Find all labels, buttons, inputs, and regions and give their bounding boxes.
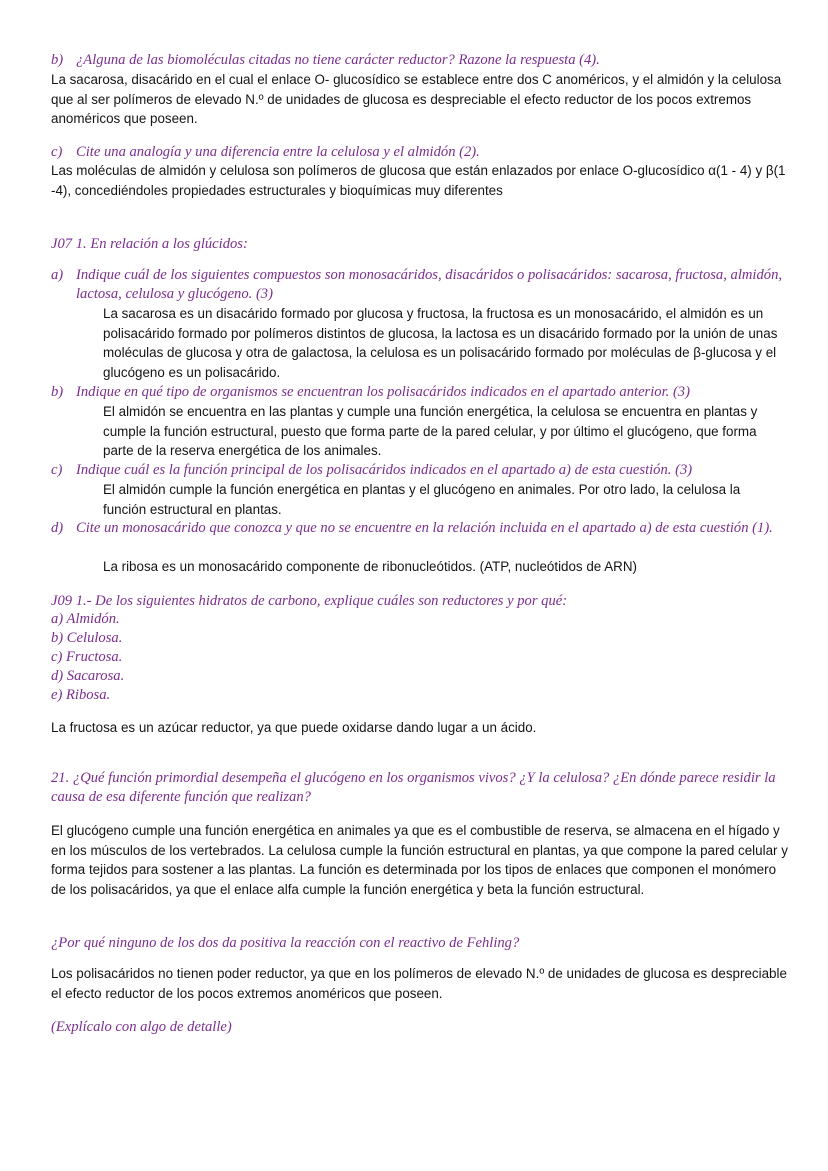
- question-text: Indique cuál de los siguientes compuestos son monosacáridos, disacáridos o polisacáridos: sacarosa, fructosa, almidón, lactosa, celulosa y glucógeno. (3): [76, 267, 783, 302]
- question-label: a): [51, 267, 64, 283]
- section-title-j09: J09 1.- De los siguientes hidratos de carbono, explique cuáles son reductores y por qué:: [51, 593, 568, 609]
- answer-j07-a: La sacarosa es un disacárido formado por glucosa y fructosa, la fructosa es un monosacárido, el almidón es un polisacárido formado por polímeros distintos de glucosa, la lactosa es un disacárido formado por la unión de unas moléculas de glucosa y otra de galactosa, la celulosa es un polisacárido formado por moléculas de β-glucosa y el glucógeno es un polisacárido.: [103, 306, 778, 380]
- answer-j07-c: El almidón cumple la función energética en plantas y el glucógeno en animales. Por otro lado, la celulosa la función estructural en plantas.: [103, 482, 741, 517]
- question-21: 21. ¿Qué función primordial desempeña el glucógeno en los organismos vivos? ¿Y la celulosa? ¿En dónde parece residir la causa de esa diferente función que realizan?: [51, 770, 776, 805]
- answer-21: El glucógeno cumple una función energética en animales ya que es el combustible de reserva, se almacena en el hígado y en los músculos de los vertebrados. La celulosa cumple la función estructural en plantas, ya que compone la pared celular y forma tejidos para sostener a las plantas. La función es determinada por los tipos de enlaces que componen el monómero de los polisacáridos, ya que el enlace alfa cumple la función energética y beta la función estructural.: [51, 823, 788, 897]
- list-item: d) Sacarosa.: [51, 668, 125, 684]
- answer-j07-b: El almidón se encuentra en las plantas y cumple una función energética, la celulosa se encuentra en plantas y cumple la función estructural, puesto que forma parte de la pared celular, y por último el glucógeno, que forma parte de la reserva energética de los animales.: [103, 404, 758, 458]
- question-text: Cite un monosacárido que conozca y que no se encuentre en la relación incluida en el apartado a) de esta cuestión (1).: [76, 520, 773, 536]
- question-text: ¿Alguna de las biomoléculas citadas no tiene carácter reductor? Razone la respuesta (4).: [76, 52, 600, 68]
- answer-fehling: Los polisacáridos no tienen poder reductor, ya que en los polímeros de elevado N.º de unidades de glucosa es despreciable el efecto reductor de los pocos extremos anoméricos que poseen.: [51, 966, 787, 1001]
- question-label: d): [51, 520, 64, 536]
- question-j07-b: [51, 383, 791, 402]
- question-label: b): [51, 384, 64, 400]
- section-title-j07: J07 1. En relación a los glúcidos:: [51, 236, 248, 252]
- question-text: Cite una analogía y una diferencia entre la celulosa y el almidón (2).: [76, 144, 480, 160]
- answer-c-analogy: Las moléculas de almidón y celulosa son polímeros de glucosa que están enlazados por enlace O-glucosídico α(1 - 4) y β(1 -4), concediéndoles propiedades estructurales y bioquímicas muy diferentes: [51, 163, 786, 198]
- question-text: Indique cuál es la función principal de los polisacáridos indicados en el apartado a) de esta cuestión. (3): [76, 462, 693, 478]
- j09-options-list: [51, 610, 791, 705]
- question-text: Indique en qué tipo de organismos se encuentran los polisacáridos indicados en el apartado anterior. (3): [76, 384, 690, 400]
- answer-b-reducing: La sacarosa, disacárido en el cual el enlace O- glucosídico se establece entre dos C anoméricos, y el almidón y la celulosa que al ser polímeros de elevado N.º de unidades de glucosa es despreciable el efecto reductor de los pocos extremos anoméricos que poseen.: [51, 72, 782, 126]
- list-item: c) Fructosa.: [51, 649, 123, 665]
- list-item: e) Ribosa.: [51, 687, 111, 703]
- question-j07-d: [51, 519, 791, 538]
- list-item: b) Celulosa.: [51, 630, 123, 646]
- question-label: b): [51, 52, 64, 68]
- question-j07-c: [51, 461, 791, 480]
- question-fehling: ¿Por qué ninguno de los dos da positiva la reacción con el reactivo de Fehling?: [51, 935, 520, 951]
- answer-j09: La fructosa es un azúcar reductor, ya que puede oxidarse dando lugar a un ácido.: [51, 720, 537, 735]
- list-item: a) Almidón.: [51, 611, 120, 627]
- question-label: c): [51, 144, 63, 160]
- question-label: c): [51, 462, 63, 478]
- question-b-reducing: [51, 51, 791, 70]
- question-c-analogy: [51, 143, 791, 162]
- note-explain-detail: (Explícalo con algo de detalle): [51, 1019, 232, 1035]
- answer-j07-d: La ribosa es un monosacárido componente de ribonucleótidos. (ATP, nucleótidos de ARN): [103, 559, 637, 574]
- question-j07-a: [51, 266, 791, 304]
